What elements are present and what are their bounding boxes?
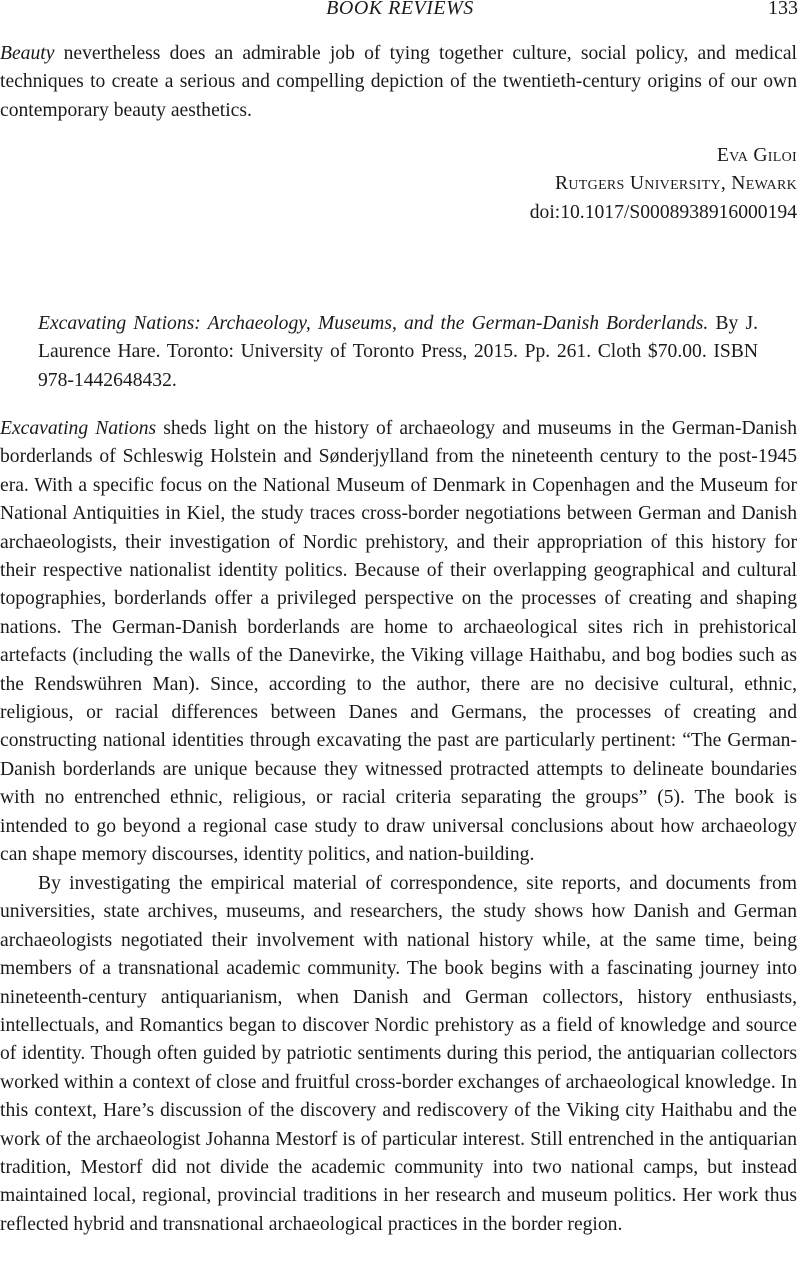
running-header [0, 0, 800, 26]
book-citation [38, 310, 758, 395]
continuation-book-title: Beauty [0, 43, 55, 64]
running-title: BOOK REVIEWS [326, 0, 474, 19]
reviewer-name: Eva Giloi [716, 145, 797, 166]
book-title: Excavating Nations: Archaeology, Museums, and the German-Danish Borderlands. [38, 313, 709, 334]
previous-review-continuation [0, 40, 797, 125]
page-number: 133 [768, 0, 798, 19]
review-paragraph-2: By investigating the empirical material of correspondence, site reports, and documents from universities, state archives, museums, and researchers, the study shows how Danish and German archaeologists negotiated their involvement with national history while, at the same time, being members of a transnational academic community. The book begins with a fascinating journey into nineteenth-century antiquarianism, when Danish and German collectors, history enthusiasts, intellectuals, and Romantics began to discover Nordic prehistory as a field of knowledge and source of identity. Though often guided by patriotic sentiments during this period, the antiquarian collectors worked within a context of close and fruitful cross-border exchanges of archaeological knowledge. In this context, Hare’s discussion of the discovery and rediscovery of the Viking city Haithabu and the work of the archaeologist Johanna Mestorf is of particular interest. Still entrenched in the antiquarian tradition, Mestorf did not divide the academic community into two national camps, but instead maintained local, regional, provincial traditions in her research and museum politics. Her work thus reflected hybrid and transnational archaeological practices in the border region. [0, 873, 797, 1235]
reviewer-affiliation: Rutgers University, Newark [555, 173, 797, 195]
continuation-text: nevertheless does an admirable job of tying together culture, social policy, and medical techniques to create a serious and compelling depiction of the twentieth-century origins of our own contemporary beauty aesthetics. [0, 43, 797, 121]
review-paragraph-1 [0, 415, 797, 870]
paragraph-1-text: sheds light on the history of archaeology and museums in the German-Danish borderlands of Schleswig Holstein and Sønderjylland from the nineteenth century to the post-1945 era. With a specific focus on the National Museum of Denmark in Copenhagen and the Museum for National Antiquities in Kiel, the study traces cross-border negotiations between German and Danish archaeologists, their investigation of Nordic prehistory, and their appropriation of this history for their respective nationalist identity politics. Because of their overlapping geographical and cultural topographies, borderlands offer a privileged perspective on the processes of creating and shaping nations. The German-Danish borderlands are home to archaeological sites rich in prehistorical artefacts (including the walls of the Danevirke, the Viking village Haithabu, and bog bodies such as the Rendswühren Man). Since, according to the author, there are no decisive cultural, ethnic, religious, or racial differences between Danes and Germans, the processes of creating and constructing national identities through excavating the past are particularly pertinent: “The German-Danish borderlands are unique because they witnessed protracted attempts to delineate boundaries with no entrenched ethnic, religious, or racial criteria separating the groups” (5). The book is intended to go beyond a regional case study to draw universal conclusions about how archaeology can shape memory discourses, identity politics, and nation-building. [0, 418, 797, 866]
book-details: By J. Laurence Hare. Toronto: University of Toronto Press, 2015. Pp. 261. Cloth $70.00. ISBN 978-1442648432. [38, 313, 758, 391]
reviewer-signature [530, 142, 797, 227]
doi: doi:10.1017/S0008938916000194 [529, 201, 797, 223]
paragraph-1-book-title: Excavating Nations [0, 418, 157, 439]
